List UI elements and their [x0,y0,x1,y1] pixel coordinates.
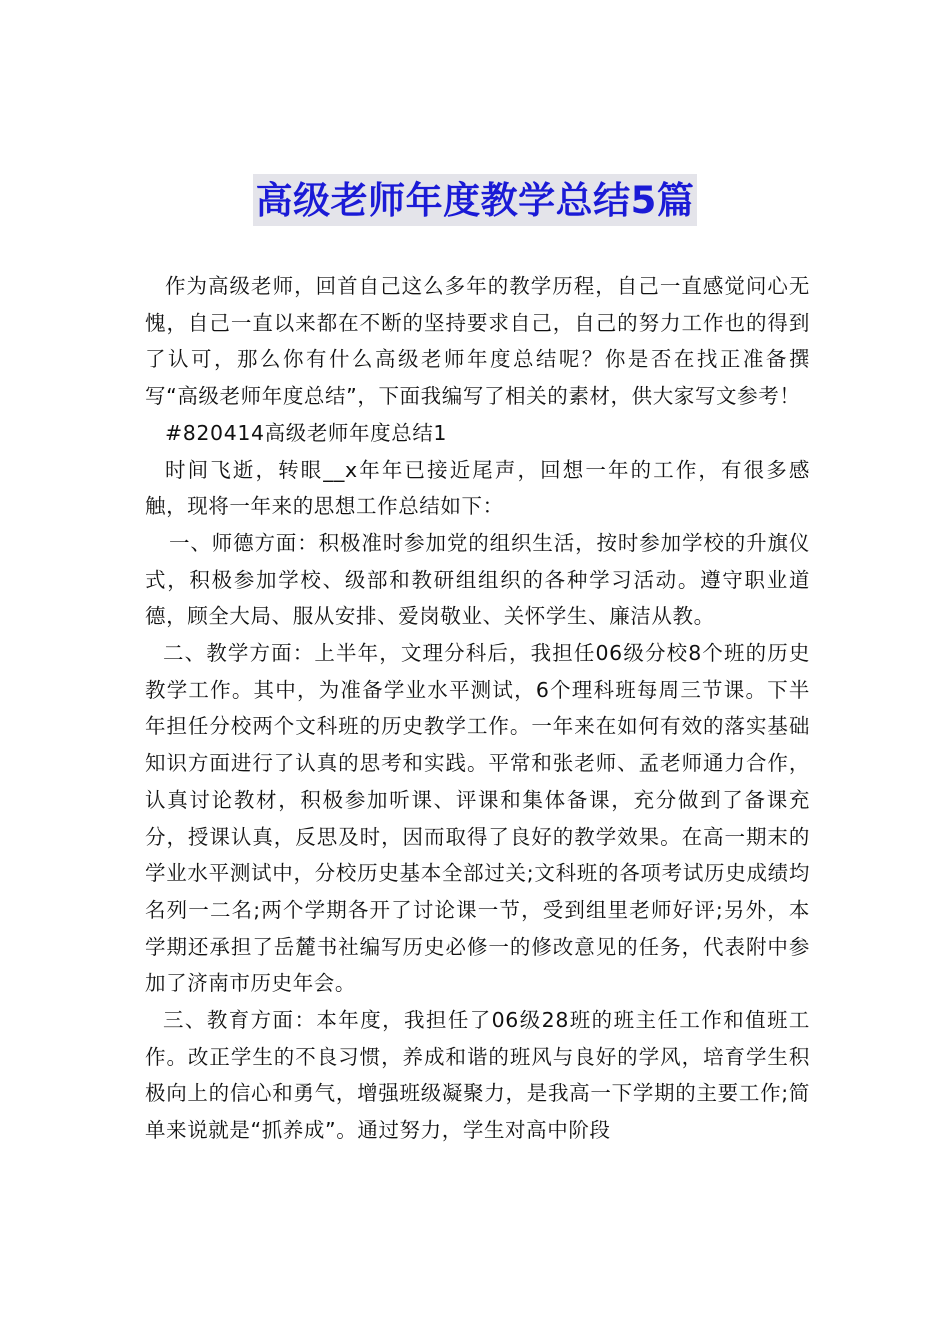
education-paragraph: 三、教育方面：本年度，我担任了06级28班的班主任工作和值班工作。改正学生的不良习惯，养成和谐的班风与良好的学风，培育学生积极向上的信心和勇气，增强班级凝聚力，是我高一下学期的主要工作;简单来说就是“抓养成”。通过努力，学生对高中阶段 [145,1008,810,1143]
ethics-paragraph: 一、师德方面：积极准时参加党的组织生活，按时参加学校的升旗仪式，积极参加学校、级部和教研组组织的各种学习活动。遵守职业道德，顾全大局、服从安排、爱岗敬业、关怀学生、廉洁从教。 [145,530,810,629]
document-body [145,268,810,1149]
title-area [0,174,950,226]
intro-paragraph: 作为高级老师，回首自己这么多年的教学历程，自己一直感觉问心无愧，自己一直以来都在不断的坚持要求自己，自己的努力工作也的得到了认可，那么你有什么高级老师年度总结呢？你是否在找正准备撰写“高级老师年度总结”，下面我编写了相关的素材，供大家写文参考！ [145,274,810,409]
document-title: 高级老师年度教学总结5篇 [253,174,698,226]
teaching-paragraph: 二、教学方面：上半年，文理分科后，我担任06级分校8个班的历史教学工作。其中，为准备学业水平测试，6个理科班每周三节课。下半年担任分校两个文科班的历史教学工作。一年来在如何有效的落实基础知识方面进行了认真的思考和实践。平常和张老师、孟老师通力合作，认真讨论教材，积极参加听课、评课和集体备课，充分做到了备课充分，授课认真，反思及时，因而取得了良好的教学效果。在高一期末的学业水平测试中，分校历史基本全部过关;文科班的各项考试历史成绩均名列一二名;两个学期各开了讨论课一节，受到组里老师好评;另外，本学期还承担了岳麓书社编写历史必修一的修改意见的任务，代表附中参加了济南市历史年会。 [145,641,810,996]
opening-paragraph: 时间飞逝，转眼__x年年已接近尾声，回想一年的工作，有很多感触，现将一年来的思想工作总结如下： [145,457,810,519]
section-heading: #820414高级老师年度总结1 [165,420,448,445]
